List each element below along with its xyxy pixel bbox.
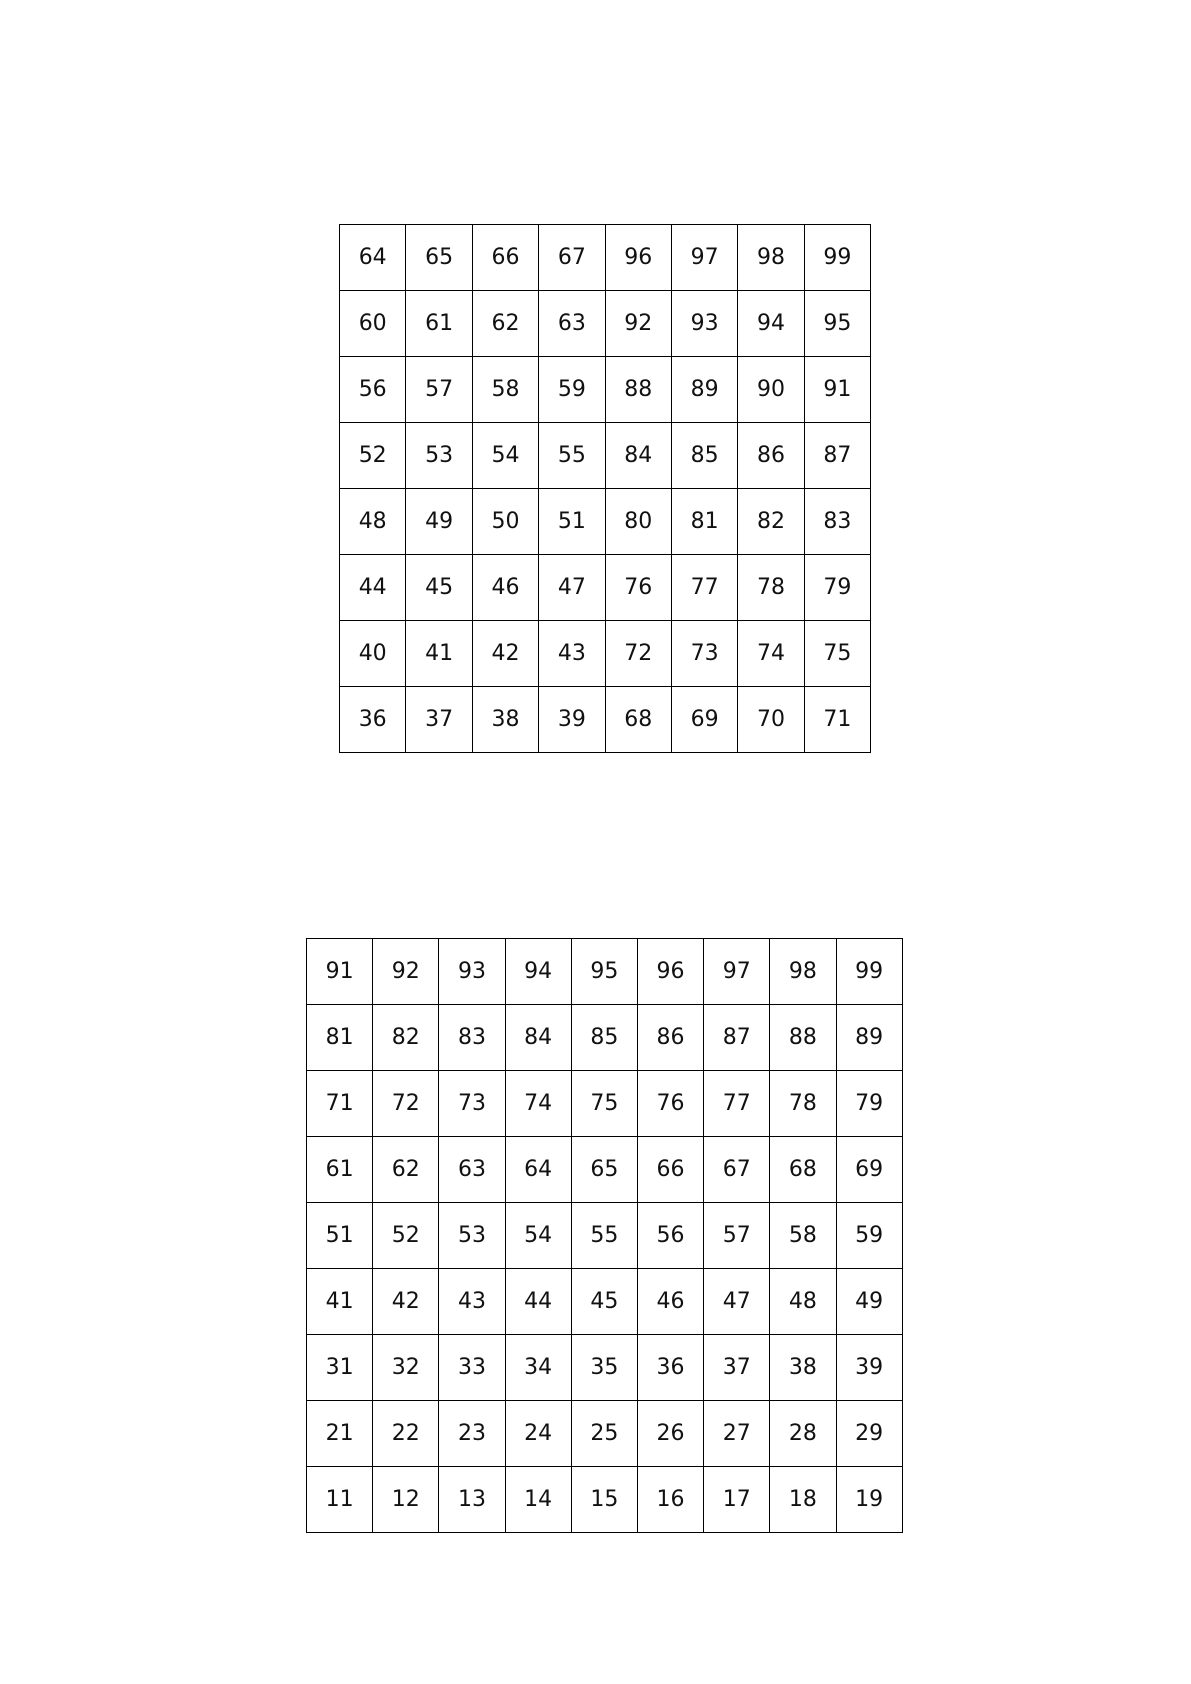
grid-cell: 55 [539, 423, 605, 489]
grid-cell: 47 [539, 555, 605, 621]
grid-cell: 91 [307, 939, 373, 1005]
grid-cell: 36 [637, 1335, 703, 1401]
grid-cell: 77 [671, 555, 737, 621]
grid-cell: 81 [671, 489, 737, 555]
grid-cell: 67 [539, 225, 605, 291]
grid-cell: 87 [704, 1005, 770, 1071]
grid-row [340, 357, 871, 423]
grid-cell: 80 [605, 489, 671, 555]
grid-cell: 16 [637, 1467, 703, 1533]
grid-cell: 32 [373, 1335, 439, 1401]
grid-body [307, 939, 903, 1533]
grid-cell: 89 [836, 1005, 902, 1071]
grid-cell: 59 [836, 1203, 902, 1269]
grid-cell: 37 [704, 1335, 770, 1401]
grid-cell: 56 [637, 1203, 703, 1269]
grid-row [340, 489, 871, 555]
grid-cell: 13 [439, 1467, 505, 1533]
grid-cell: 71 [307, 1071, 373, 1137]
grid-cell: 11 [307, 1467, 373, 1533]
grid-cell: 23 [439, 1401, 505, 1467]
grid-cell: 82 [373, 1005, 439, 1071]
grid-cell: 48 [770, 1269, 836, 1335]
grid-cell: 68 [605, 687, 671, 753]
grid-cell: 51 [539, 489, 605, 555]
grid-cell: 62 [373, 1137, 439, 1203]
grid-cell: 93 [439, 939, 505, 1005]
grid-row [307, 1005, 903, 1071]
grid-cell: 75 [804, 621, 870, 687]
grid-cell: 17 [704, 1467, 770, 1533]
grid-cell: 83 [439, 1005, 505, 1071]
grid-row [340, 423, 871, 489]
number-grid-9x9 [306, 938, 903, 1533]
grid-cell: 98 [770, 939, 836, 1005]
grid-cell: 52 [373, 1203, 439, 1269]
grid-cell: 54 [472, 423, 538, 489]
grid-cell: 39 [836, 1335, 902, 1401]
grid-cell: 66 [472, 225, 538, 291]
grid-cell: 72 [373, 1071, 439, 1137]
grid-cell: 45 [571, 1269, 637, 1335]
grid-cell: 15 [571, 1467, 637, 1533]
grid-cell: 84 [605, 423, 671, 489]
grid-cell: 55 [571, 1203, 637, 1269]
grid-cell: 49 [406, 489, 472, 555]
grid-cell: 64 [340, 225, 406, 291]
grid-cell: 82 [738, 489, 804, 555]
grid-cell: 94 [738, 291, 804, 357]
grid-cell: 88 [605, 357, 671, 423]
grid-cell: 62 [472, 291, 538, 357]
grid-cell: 89 [671, 357, 737, 423]
grid-cell: 90 [738, 357, 804, 423]
grid-cell: 87 [804, 423, 870, 489]
grid-cell: 28 [770, 1401, 836, 1467]
grid-cell: 75 [571, 1071, 637, 1137]
grid-cell: 51 [307, 1203, 373, 1269]
grid-cell: 99 [804, 225, 870, 291]
grid-cell: 74 [738, 621, 804, 687]
grid-cell: 73 [439, 1071, 505, 1137]
grid-row [307, 1203, 903, 1269]
grid-cell: 95 [571, 939, 637, 1005]
grid-body [340, 225, 871, 753]
grid-cell: 18 [770, 1467, 836, 1533]
grid-cell: 63 [539, 291, 605, 357]
grid-cell: 93 [671, 291, 737, 357]
grid-cell: 37 [406, 687, 472, 753]
grid-cell: 46 [472, 555, 538, 621]
grid-cell: 29 [836, 1401, 902, 1467]
grid-cell: 77 [704, 1071, 770, 1137]
grid-row [307, 1071, 903, 1137]
grid-cell: 79 [804, 555, 870, 621]
grid-cell: 86 [637, 1005, 703, 1071]
grid-cell: 63 [439, 1137, 505, 1203]
grid-row [307, 1137, 903, 1203]
grid-row [307, 1467, 903, 1533]
grid-cell: 97 [704, 939, 770, 1005]
grid-cell: 64 [505, 1137, 571, 1203]
grid-cell: 43 [439, 1269, 505, 1335]
grid-cell: 67 [704, 1137, 770, 1203]
grid-cell: 59 [539, 357, 605, 423]
grid-cell: 84 [505, 1005, 571, 1071]
grid-cell: 58 [770, 1203, 836, 1269]
grid-cell: 92 [373, 939, 439, 1005]
grid-cell: 46 [637, 1269, 703, 1335]
grid-cell: 85 [571, 1005, 637, 1071]
grid-cell: 83 [804, 489, 870, 555]
grid-cell: 97 [671, 225, 737, 291]
grid-cell: 99 [836, 939, 902, 1005]
grid-cell: 53 [406, 423, 472, 489]
grid-cell: 45 [406, 555, 472, 621]
grid-cell: 69 [836, 1137, 902, 1203]
grid-row [340, 555, 871, 621]
grid-cell: 96 [637, 939, 703, 1005]
grid-cell: 70 [738, 687, 804, 753]
grid-cell: 54 [505, 1203, 571, 1269]
grid-row [307, 1269, 903, 1335]
grid-cell: 41 [406, 621, 472, 687]
grid-row [307, 939, 903, 1005]
grid-cell: 92 [605, 291, 671, 357]
grid-cell: 48 [340, 489, 406, 555]
grid-cell: 60 [340, 291, 406, 357]
grid-row [340, 225, 871, 291]
grid-cell: 41 [307, 1269, 373, 1335]
grid-cell: 27 [704, 1401, 770, 1467]
grid-cell: 53 [439, 1203, 505, 1269]
grid-row [340, 291, 871, 357]
grid-cell: 73 [671, 621, 737, 687]
grid-cell: 38 [472, 687, 538, 753]
grid-cell: 43 [539, 621, 605, 687]
grid-cell: 26 [637, 1401, 703, 1467]
grid-cell: 78 [770, 1071, 836, 1137]
grid-cell: 61 [406, 291, 472, 357]
grid-cell: 14 [505, 1467, 571, 1533]
grid-cell: 21 [307, 1401, 373, 1467]
grid-cell: 52 [340, 423, 406, 489]
grid-cell: 39 [539, 687, 605, 753]
grid-row [340, 687, 871, 753]
grid-cell: 58 [472, 357, 538, 423]
grid-cell: 76 [605, 555, 671, 621]
grid-cell: 95 [804, 291, 870, 357]
grid-cell: 47 [704, 1269, 770, 1335]
grid-cell: 22 [373, 1401, 439, 1467]
grid-cell: 78 [738, 555, 804, 621]
grid-cell: 85 [671, 423, 737, 489]
grid-cell: 57 [704, 1203, 770, 1269]
grid-cell: 25 [571, 1401, 637, 1467]
grid-cell: 71 [804, 687, 870, 753]
grid-cell: 88 [770, 1005, 836, 1071]
grid-cell: 35 [571, 1335, 637, 1401]
grid-row [307, 1401, 903, 1467]
grid-cell: 44 [505, 1269, 571, 1335]
grid-cell: 33 [439, 1335, 505, 1401]
grid-cell: 81 [307, 1005, 373, 1071]
grid-cell: 31 [307, 1335, 373, 1401]
grid-cell: 72 [605, 621, 671, 687]
grid-cell: 38 [770, 1335, 836, 1401]
grid-cell: 86 [738, 423, 804, 489]
grid-cell: 94 [505, 939, 571, 1005]
grid-cell: 56 [340, 357, 406, 423]
grid-cell: 42 [472, 621, 538, 687]
grid-cell: 24 [505, 1401, 571, 1467]
grid-cell: 12 [373, 1467, 439, 1533]
grid-cell: 68 [770, 1137, 836, 1203]
grid-cell: 49 [836, 1269, 902, 1335]
grid-row [307, 1335, 903, 1401]
grid-row [340, 621, 871, 687]
grid-cell: 76 [637, 1071, 703, 1137]
grid-cell: 44 [340, 555, 406, 621]
grid-cell: 69 [671, 687, 737, 753]
grid-cell: 40 [340, 621, 406, 687]
grid-cell: 65 [406, 225, 472, 291]
grid-cell: 74 [505, 1071, 571, 1137]
grid-cell: 98 [738, 225, 804, 291]
grid-cell: 57 [406, 357, 472, 423]
grid-cell: 65 [571, 1137, 637, 1203]
grid-cell: 79 [836, 1071, 902, 1137]
grid-cell: 61 [307, 1137, 373, 1203]
grid-cell: 34 [505, 1335, 571, 1401]
grid-cell: 96 [605, 225, 671, 291]
grid-cell: 42 [373, 1269, 439, 1335]
grid-cell: 50 [472, 489, 538, 555]
grid-cell: 66 [637, 1137, 703, 1203]
number-grid-8x8 [339, 224, 871, 753]
grid-cell: 19 [836, 1467, 902, 1533]
grid-cell: 91 [804, 357, 870, 423]
grid-cell: 36 [340, 687, 406, 753]
